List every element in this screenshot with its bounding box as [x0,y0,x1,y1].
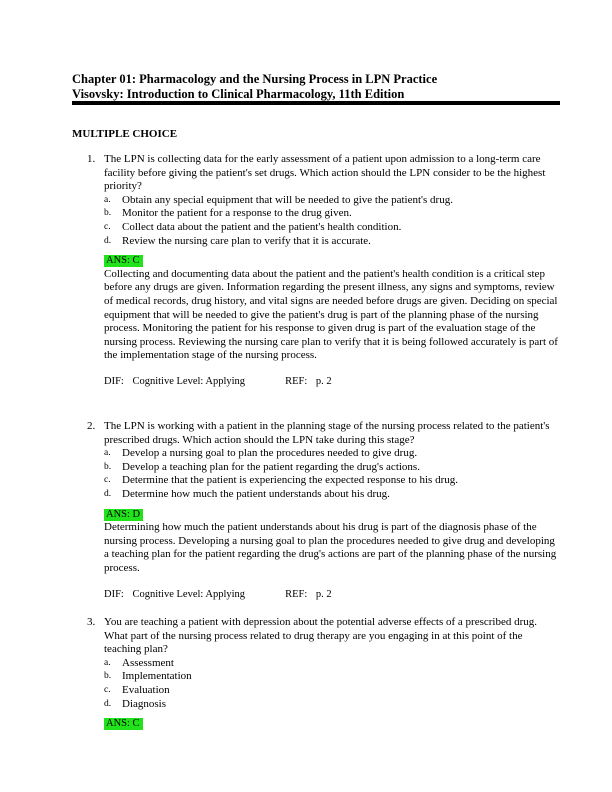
option-c: c. Determine that the patient is experiencing the expected response to his drug. [104,474,458,487]
header-rule [72,101,560,105]
ref-value: p. 2 [315,375,332,387]
dif-label: DIF: [104,588,124,600]
question-meta [104,588,562,602]
question-meta [104,375,562,389]
question-number: 3. [87,616,96,628]
section-title: MULTIPLE CHOICE [72,128,178,140]
question-stem: The LPN is collecting data for the early assessment of a patient upon admission to a long-term care facility before giving the patient's set drugs. Which action should the LPN consider to be the highest priority? [104,153,546,193]
option-c: c. Collect data about the patient and the patient's health condition. [104,220,402,233]
rationale: Collecting and documenting data about the patient and the patient's health condition is a critical step before any drugs are given. Information regarding the present illness, any signs and symptoms, review of medical records, drug history, and vital signs are needed before drugs are given. Deciding on special equipment that will be needed to give the patient's drug is part of the planning phase of the nursing process. Monitoring the patient for his response to given drug is part of the evaluation stage of the nursing process. Reviewing the nursing care plan to verify that it is being followed accurately is part of the implementation stage of the nursing process. [104,267,558,362]
question-stem: The LPN is working with a patient in the planning stage of the nursing process related to the patient's prescribed drugs. Which action should the LPN take during this stage? [104,420,550,446]
ref-label: REF: [285,588,308,600]
option-b: b. Implementation [104,670,192,683]
ref-label: REF: [285,375,308,387]
option-a: a. Develop a nursing goal to plan the procedures needed to give drug. [104,447,418,460]
question-number: 2. [87,420,96,432]
chapter-title: Chapter 01: Pharmacology and the Nursing Process in LPN Practice [72,72,438,86]
answer-badge: ANS: C [104,255,143,267]
dif-value: Cognitive Level: Applying [132,588,246,600]
book-title: Visovsky: Introduction to Clinical Pharmacology, 11th Edition [72,87,405,101]
question-number: 1. [87,153,96,165]
option-d: d. Determine how much the patient understands about his drug. [104,487,390,500]
document-header [72,72,560,102]
option-a: a. Assessment [104,656,174,669]
ref-value: p. 2 [315,588,332,600]
option-d: d. Diagnosis [104,697,166,710]
option-b: b. Monitor the patient for a response to the drug given. [104,207,352,220]
question-stem: You are teaching a patient with depression about the potential adverse effects of a prescribed drug. What part of the nursing process related to drug therapy are you engaging in at this point of the teaching plan? [104,616,538,656]
option-d: d. Review the nursing care plan to verify that it is accurate. [104,234,371,247]
answer-badge: ANS: D [104,509,143,521]
option-a: a. Obtain any special equipment that will be needed to give the patient's drug. [104,193,453,206]
rationale: Determining how much the patient understands about his drug is part of the diagnosis phase of the nursing process. Developing a nursing goal to plan the procedures needed to give drug and developing a teaching plan for the patient regarding the drug's actions are part of the planning phase of the nursing process. [104,521,557,574]
question-2 [87,420,562,601]
answer-badge: ANS: C [104,718,143,730]
option-c: c. Evaluation [104,683,170,696]
question-3 [87,616,562,731]
dif-label: DIF: [104,375,124,387]
option-b: b. Develop a teaching plan for the patient regarding the drug's actions. [104,460,420,473]
question-1 [87,153,562,389]
dif-value: Cognitive Level: Applying [132,375,246,387]
